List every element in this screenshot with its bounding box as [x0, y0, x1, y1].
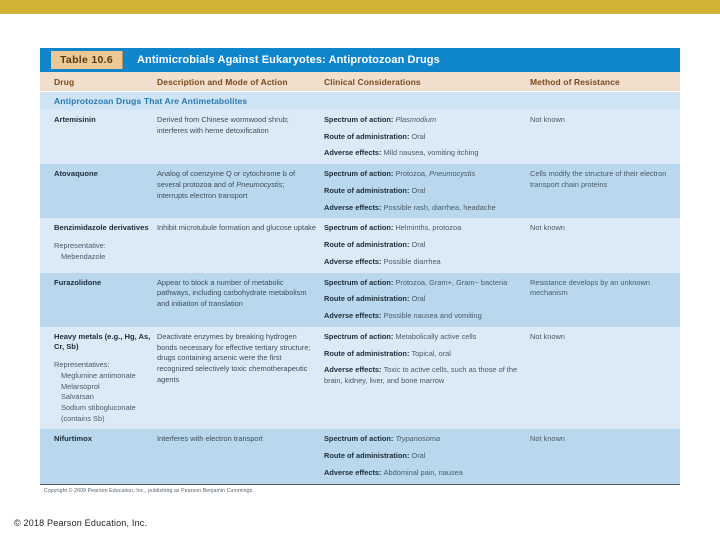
- spectrum-of-action-value: [395, 434, 440, 443]
- route-of-administration-line: [324, 451, 522, 462]
- column-header-row: [40, 72, 680, 92]
- table-number-badge: Table 10.6: [51, 51, 123, 70]
- cell-clinical-considerations: [324, 332, 530, 425]
- spectrum-of-action-label: Spectrum of action:: [324, 169, 396, 179]
- route-of-administration-label: Route of administration:: [324, 451, 412, 461]
- route-of-administration-label: Route of administration:: [324, 240, 412, 250]
- cell-clinical-considerations: [324, 169, 530, 213]
- column-header-resistance: Method of Resistance: [530, 76, 620, 87]
- cell-method-of-resistance: Not known: [530, 115, 565, 124]
- cell-clinical-considerations: [324, 115, 530, 159]
- adverse-effects-value: Toxic to active cells, such as those of the brain, kidney, liver, and bone marrow: [324, 365, 518, 386]
- table-row: [40, 110, 680, 164]
- representatives-label: Representative:: [54, 241, 106, 251]
- route-of-administration-value: Oral: [411, 294, 426, 304]
- cell-clinical-considerations: [324, 278, 530, 322]
- representatives-block: [54, 360, 157, 424]
- table-body: [40, 110, 680, 484]
- cell-method-of-resistance: Resistance develops by an unknown mechanism: [530, 277, 650, 298]
- adverse-effects-value: Mild nausea, vomiting itching: [383, 148, 479, 158]
- cell-description: Appear to block a number of metabolic pathways, including carbohydrate metabolism and initiation of translation: [157, 277, 307, 309]
- route-of-administration-value: Oral: [411, 240, 426, 250]
- route-of-administration-value: Oral: [411, 131, 426, 141]
- table-row: [40, 429, 680, 483]
- cell-description: Inhibit microtubule formation and glucose uptake: [157, 223, 316, 233]
- cell-method-of-resistance: Cells modify the structure of their electron transport chain proteins: [530, 169, 667, 189]
- spectrum-italic-term: Plasmodium: [395, 115, 437, 124]
- representative-item: Salvarsan: [61, 392, 94, 402]
- cell-clinical-considerations: [324, 223, 530, 267]
- table-row: [40, 273, 680, 327]
- adverse-effects-line: [324, 148, 522, 159]
- spectrum-of-action-label: Spectrum of action:: [324, 115, 396, 124]
- cell-drug: [40, 223, 157, 267]
- cell-drug: [40, 278, 157, 322]
- figure-credit: Copyright © 2009 Pearson Education, Inc., publishing as Pearson Benjamin Cummings.: [44, 487, 254, 494]
- cell-description: Interferes with electron transport: [157, 434, 263, 444]
- spectrum-italic-term: Trypanosoma: [395, 434, 441, 444]
- section-heading-label: Antiprotozoan Drugs That Are Antimetabolites: [54, 96, 248, 106]
- column-header-clinical: Clinical Considerations: [324, 76, 421, 87]
- cell-description: Derived from Chinese wormwood shrub; interferes with heme detoxification: [157, 115, 289, 135]
- adverse-effects-value: Abdominal pain, nausea: [383, 467, 463, 477]
- adverse-effects-label: Adverse effects:: [324, 365, 384, 375]
- spectrum-of-action-label: Spectrum of action:: [324, 331, 396, 341]
- spectrum-of-action-line: [324, 332, 522, 343]
- cell-drug: [40, 434, 157, 478]
- adverse-effects-value: Possible nausea and vomiting: [383, 311, 482, 321]
- spectrum-of-action-label: Spectrum of action:: [324, 434, 396, 444]
- spectrum-of-action-line: [324, 223, 522, 234]
- route-of-administration-label: Route of administration:: [324, 348, 412, 358]
- spectrum-of-action-line: [324, 434, 522, 445]
- spectrum-of-action-value: Protozoa, Gram+, Gram− bacteria: [395, 277, 508, 287]
- representative-item: Melarsoprol: [61, 381, 100, 391]
- route-of-administration-line: [324, 294, 522, 305]
- spectrum-of-action-value: Helminths, protozoa: [395, 223, 462, 233]
- route-of-administration-value: Oral: [411, 451, 426, 461]
- cell-drug: [40, 332, 157, 425]
- representatives-block: [54, 241, 157, 262]
- cell-drug: [40, 169, 157, 213]
- spectrum-of-action-value: [395, 115, 436, 124]
- spectrum-of-action-line: [324, 278, 522, 289]
- slide-canvas: [0, 14, 720, 540]
- route-of-administration-label: Route of administration:: [324, 294, 412, 304]
- spectrum-of-action-label: Spectrum of action:: [324, 277, 396, 287]
- table-row: [40, 164, 680, 218]
- adverse-effects-label: Adverse effects:: [324, 256, 384, 266]
- drug-name: Furazolidone: [54, 277, 102, 287]
- table-figure: [40, 48, 680, 494]
- spectrum-of-action-line: [324, 169, 522, 180]
- cell-method-of-resistance: Not known: [530, 434, 565, 444]
- table-row: [40, 327, 680, 430]
- representatives-label: Representatives:: [54, 360, 110, 370]
- top-accent-band: [0, 0, 720, 14]
- adverse-effects-line: [324, 365, 522, 386]
- cell-description: Analog of coenzyme Q or cytochrome b of several protozoa and of Pneumocystis; interrupts electron transport: [157, 169, 296, 200]
- description-italic-term: Pneumocystis: [236, 179, 283, 189]
- adverse-effects-value: Possible rash, diarrhea, headache: [383, 202, 496, 212]
- cell-method-of-resistance: Not known: [530, 223, 565, 233]
- table-title: Antimicrobials Against Eukaryotes: Antiprotozoan Drugs: [137, 54, 440, 66]
- adverse-effects-line: [324, 257, 522, 268]
- spectrum-of-action-value: Metabolically active cells: [395, 331, 477, 341]
- adverse-effects-label: Adverse effects:: [324, 148, 384, 158]
- cell-drug: [40, 115, 157, 159]
- spectrum-of-action-label: Spectrum of action:: [324, 223, 396, 233]
- cell-clinical-considerations: [324, 434, 530, 478]
- drug-name: Artemisinin: [54, 115, 96, 124]
- adverse-effects-value: Possible diarrhea: [383, 256, 441, 266]
- spectrum-italic-term: Pneumocystis: [429, 169, 476, 179]
- route-of-administration-line: [324, 240, 522, 251]
- column-header-description: Description and Mode of Action: [157, 76, 288, 87]
- route-of-administration-line: [324, 132, 522, 143]
- route-of-administration-value: Topical, oral: [411, 348, 451, 358]
- cell-description: Deactivate enzymes by breaking hydrogen bonds necessary for effective tertiary structure; drugs containing arsenic were the first recognized selectively toxic chemotherapeutic agents: [157, 331, 311, 384]
- representative-item: Mebendazole: [61, 251, 106, 261]
- drug-name: Heavy metals (e.g., Hg, As, Cr, Sb): [54, 331, 151, 352]
- adverse-effects-line: [324, 311, 522, 322]
- adverse-effects-line: [324, 468, 522, 479]
- drug-name: Benzimidazole derivatives: [54, 223, 149, 233]
- table-title-bar: [40, 48, 680, 72]
- column-header-drug: Drug: [54, 76, 75, 87]
- adverse-effects-label: Adverse effects:: [324, 467, 384, 477]
- route-of-administration-line: [324, 186, 522, 197]
- route-of-administration-label: Route of administration:: [324, 131, 412, 141]
- spectrum-of-action-line: [324, 115, 522, 126]
- cell-method-of-resistance: Not known: [530, 331, 565, 341]
- route-of-administration-value: Oral: [411, 185, 426, 195]
- section-heading-row: [40, 92, 680, 110]
- adverse-effects-label: Adverse effects:: [324, 202, 384, 212]
- representative-item: Meglumine antimonate: [61, 370, 136, 380]
- adverse-effects-line: [324, 203, 522, 214]
- adverse-effects-label: Adverse effects:: [324, 311, 384, 321]
- route-of-administration-label: Route of administration:: [324, 185, 412, 195]
- drug-name: Nifurtimox: [54, 434, 92, 444]
- representative-item: Sodium stibogluconate (contains Sb): [61, 403, 136, 423]
- drug-name: Atovaquone: [54, 169, 98, 179]
- table-row: [40, 218, 680, 272]
- slide-footer: © 2018 Pearson Education, Inc.: [14, 518, 148, 528]
- route-of-administration-line: [324, 349, 522, 360]
- spectrum-of-action-value: Protozoa, Pneumocystis: [395, 169, 476, 179]
